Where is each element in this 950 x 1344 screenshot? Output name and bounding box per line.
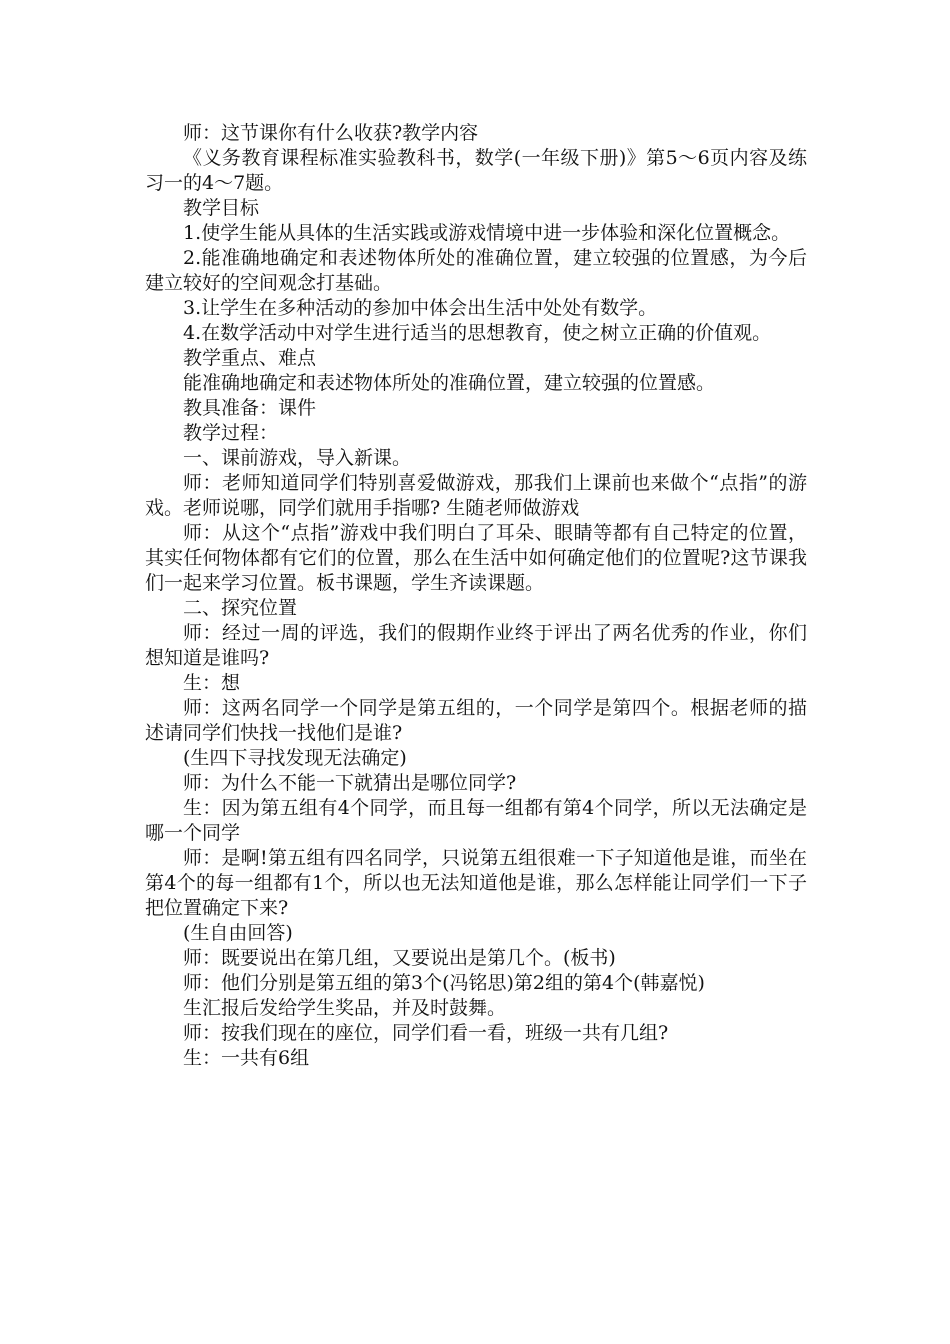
- section-heading: 教学目标: [183, 197, 260, 219]
- paragraph: (生自由回答): [183, 922, 293, 944]
- paragraph: 教具准备：课件: [183, 397, 317, 419]
- paragraph: 师：按我们现在的座位，同学们看一看，班级一共有几组?: [183, 1022, 669, 1044]
- section-heading: 教学过程：: [183, 422, 279, 444]
- paragraph: (生四下寻找发现无法确定): [183, 747, 407, 769]
- paragraph: 师：这节课你有什么收获?教学内容: [183, 122, 479, 144]
- paragraph: 能准确地确定和表述物体所处的准确位置，建立较强的位置感。: [183, 372, 716, 394]
- section-heading: 教学重点、难点: [183, 347, 317, 369]
- paragraph: 师：从这个“点指”游戏中我们明白了耳朵、眼睛等都有自己特定的位置，其实任何物体都有它们的位置，那么在生活中如何确定他们的位置呢?这节课我们一起来学习位置。板书课题，学生齐读课题。: [145, 522, 807, 594]
- paragraph: 师：老师知道同学们特别喜爱做游戏，那我们上课前也来做个“点指”的游戏。老师说哪，同学们就用手指哪? 生随老师做游戏: [145, 472, 807, 519]
- paragraph: 师：经过一周的评选，我们的假期作业终于评出了两名优秀的作业，你们想知道是谁吗?: [145, 622, 807, 669]
- paragraph: 师：既要说出在第几组，又要说出是第几个。(板书): [183, 947, 616, 969]
- paragraph: 1.使学生能从具体的生活实践或游戏情境中进一步体验和深化位置概念。: [183, 222, 791, 244]
- paragraph: 师：为什么不能一下就猜出是哪位同学?: [183, 772, 517, 794]
- paragraph: 生：因为第五组有4个同学，而且每一组都有第4个同学，所以无法确定是哪一个同学: [145, 797, 807, 844]
- section-heading: 二、探究位置: [183, 597, 298, 619]
- section-heading: 一、课前游戏，导入新课。: [183, 447, 412, 469]
- document-body: [145, 121, 807, 1071]
- paragraph: 师：他们分别是第五组的第3个(冯铭思)第2组的第4个(韩嘉悦): [183, 972, 705, 994]
- paragraph: 3.让学生在多种活动的参加中体会出生活中处处有数学。: [183, 297, 658, 319]
- paragraph: 师：这两名同学一个同学是第五组的，一个同学是第四个。根据老师的描述请同学们快找一找他们是谁?: [145, 697, 807, 744]
- paragraph: 生：想: [183, 672, 241, 694]
- paragraph: 2.能准确地确定和表述物体所处的准确位置，建立较强的位置感，为今后建立较好的空间观念打基础。: [145, 247, 807, 294]
- paragraph: 生：一共有6组: [183, 1047, 310, 1069]
- paragraph: 《义务教育课程标准实验教科书，数学(一年级下册)》第5～6页内容及练习一的4～7题。: [145, 147, 807, 194]
- paragraph: 4.在数学活动中对学生进行适当的思想教育，使之树立正确的价值观。: [183, 322, 772, 344]
- paragraph: 师：是啊!第五组有四名同学，只说第五组很难一下子知道他是谁，而坐在第4个的每一组都有1个，所以也无法知道他是谁，那么怎样能让同学们一下子把位置确定下来?: [145, 847, 807, 919]
- paragraph: 生汇报后发给学生奖品，并及时鼓舞。: [183, 997, 507, 1019]
